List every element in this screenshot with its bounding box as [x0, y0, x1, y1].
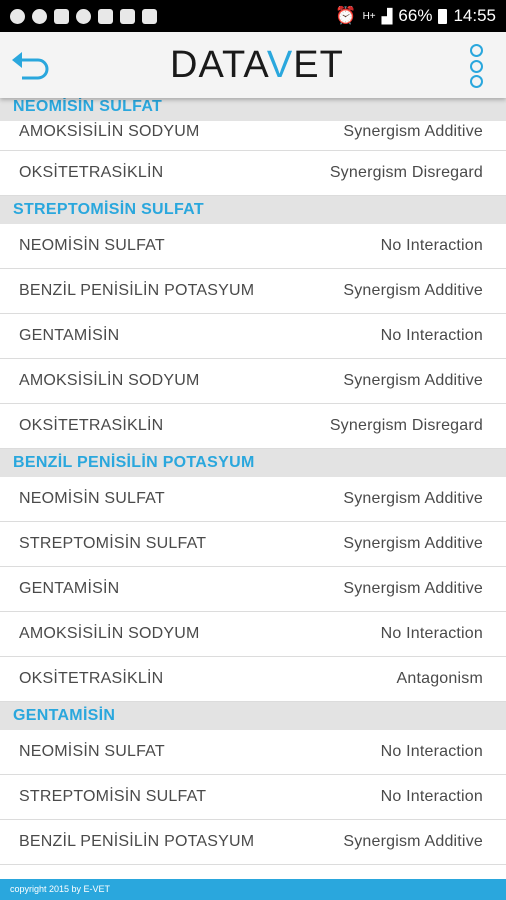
list-item[interactable]	[0, 522, 506, 567]
interaction-type: Synergism Additive	[343, 282, 483, 299]
back-button[interactable]	[8, 46, 54, 84]
list-item[interactable]	[0, 612, 506, 657]
interaction-type: Synergism Additive	[343, 372, 483, 389]
list-item[interactable]	[0, 865, 506, 879]
whatsapp-icon	[32, 9, 47, 24]
app-bar	[0, 32, 506, 98]
notification-icons	[0, 9, 157, 24]
list-item[interactable]	[0, 121, 506, 151]
interaction-type: Synergism Additive	[343, 580, 483, 597]
section-header: NEOMİSİN SULFAT	[0, 98, 506, 121]
mail-icon	[98, 9, 113, 24]
drug-name: AMOKSİSİLİN SODYUM	[19, 123, 200, 140]
interaction-type: Synergism Additive	[343, 833, 483, 850]
drug-name: GENTAMİSİN	[19, 327, 120, 344]
overflow-menu-button[interactable]	[466, 44, 486, 88]
interaction-type: No Interaction	[380, 327, 483, 344]
list-item[interactable]	[0, 657, 506, 702]
interaction-list[interactable]	[0, 98, 506, 879]
interaction-type: Synergism Additive	[343, 490, 483, 507]
list-item[interactable]	[0, 359, 506, 404]
mail-icon	[120, 9, 135, 24]
copyright-footer: copyright 2015 by E-VET	[0, 879, 506, 900]
drug-name: AMOKSİSİLİN SODYUM	[19, 372, 200, 389]
back-arrow-icon	[8, 46, 54, 84]
list-item[interactable]	[0, 567, 506, 612]
signal-icon: ▟	[381, 7, 393, 24]
section-header: GENTAMİSİN	[0, 702, 506, 730]
phone-icon	[76, 9, 91, 24]
drug-name: STREPTOMİSİN SULFAT	[19, 788, 207, 805]
section-header: BENZİL PENİSİLİN POTASYUM	[0, 449, 506, 477]
list-item[interactable]	[0, 224, 506, 269]
interaction-type: No Interaction	[380, 237, 483, 254]
status-bar	[0, 0, 506, 32]
drug-name: BENZİL PENİSİLİN POTASYUM	[19, 282, 255, 299]
list-item[interactable]	[0, 775, 506, 820]
interaction-type: Antagonism	[396, 670, 483, 687]
network-type: H+	[362, 10, 376, 22]
battery-icon	[438, 9, 447, 24]
drug-name: AMOKSİSİLİN SODYUM	[19, 625, 200, 642]
list-item[interactable]	[0, 314, 506, 359]
notification-icon	[10, 9, 25, 24]
gallery-icon	[142, 9, 157, 24]
overflow-menu-icon	[470, 44, 483, 57]
drug-name: BENZİL PENİSİLİN POTASYUM	[19, 833, 255, 850]
interaction-list-inner	[0, 98, 506, 879]
interaction-type: No Interaction	[380, 743, 483, 760]
drug-name: OKSİTETRASİKLİN	[19, 670, 164, 687]
interaction-type: No Interaction	[380, 788, 483, 805]
list-item[interactable]	[0, 269, 506, 314]
app-logo: DATAVET	[170, 44, 344, 86]
list-item[interactable]	[0, 151, 506, 196]
image-icon	[54, 9, 69, 24]
interaction-type: Synergism Additive	[343, 123, 483, 140]
list-item[interactable]	[0, 404, 506, 449]
system-status	[335, 6, 506, 26]
list-item[interactable]	[0, 820, 506, 865]
clock: 14:55	[453, 6, 496, 25]
alarm-icon: ⏰	[335, 6, 357, 25]
interaction-type: No Interaction	[380, 625, 483, 642]
battery-level: 66%	[398, 6, 433, 25]
list-item[interactable]	[0, 730, 506, 775]
overflow-menu-icon	[470, 60, 483, 73]
drug-name: NEOMİSİN SULFAT	[19, 743, 165, 760]
drug-name: OKSİTETRASİKLİN	[19, 417, 164, 434]
drug-name: NEOMİSİN SULFAT	[19, 490, 165, 507]
interaction-type: Synergism Disregard	[329, 164, 483, 181]
interaction-type: Synergism Additive	[343, 535, 483, 552]
drug-name: GENTAMİSİN	[19, 580, 120, 597]
section-header: STREPTOMİSİN SULFAT	[0, 196, 506, 224]
interaction-type: Synergism Disregard	[329, 417, 483, 434]
drug-name: STREPTOMİSİN SULFAT	[19, 535, 207, 552]
drug-name: OKSİTETRASİKLİN	[19, 164, 164, 181]
drug-name: NEOMİSİN SULFAT	[19, 237, 165, 254]
overflow-menu-icon	[470, 75, 483, 88]
list-item[interactable]	[0, 477, 506, 522]
